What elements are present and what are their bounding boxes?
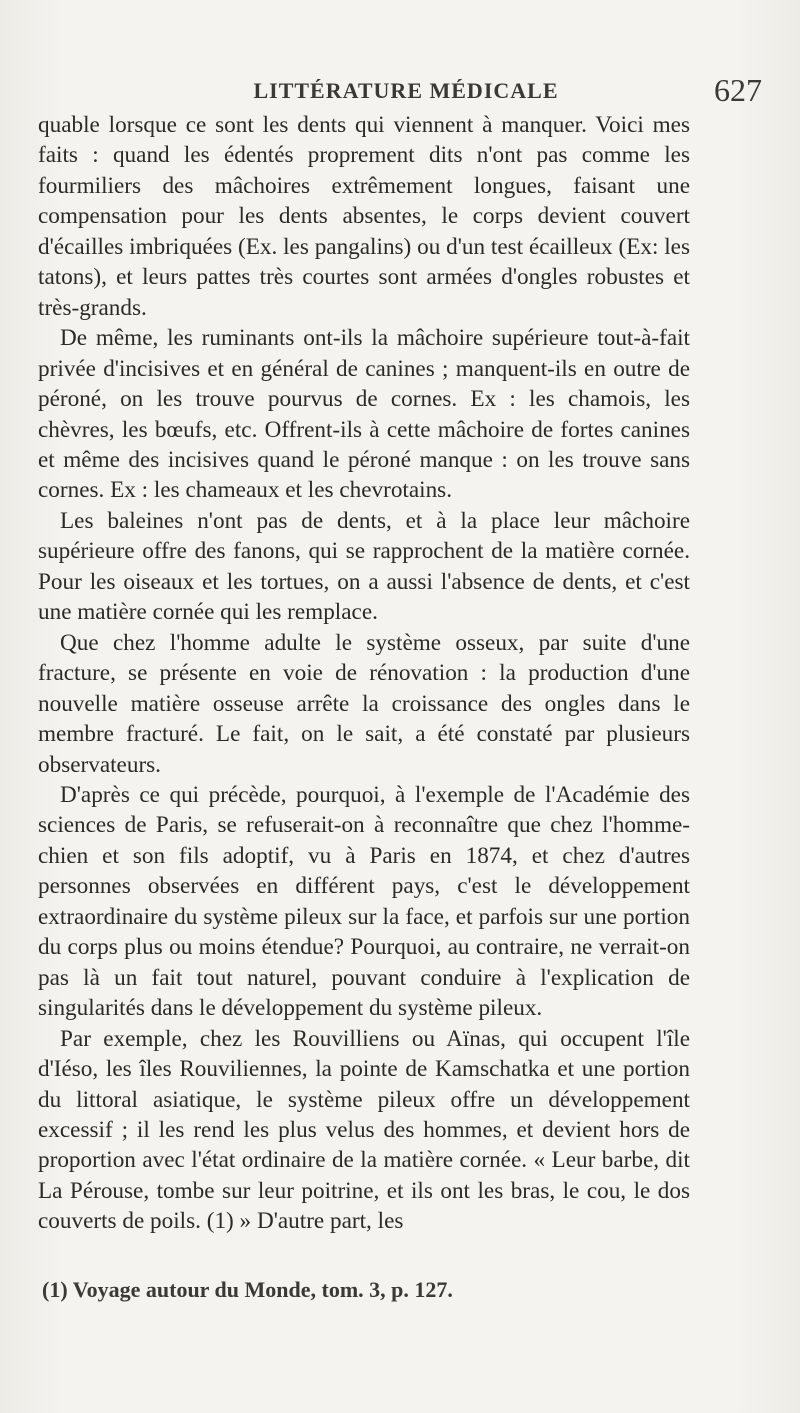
paragraph: Les baleines n'ont pas de dents, et à la place leur mâchoire supérieure offre des fanons, qui se rapprochent de la matière cornée. Pour les oiseaux et les tortues, on a aussi l'absence de dents, et c'est une matière cornée qui les remplace.: [38, 507, 690, 626]
paragraph: Que chez l'homme adulte le système osseux, par suite d'une fracture, se présente en voie de rénovation : la production d'une nouvelle matière osseuse arrête la croissance des ongles dans le membre fracturé. Le fait, on le sait, a été constaté par plusieurs observateurs.: [38, 629, 690, 778]
running-title: LITTÉRATURE MÉDICALE: [253, 78, 559, 103]
paragraph: D'après ce qui précède, pourquoi, à l'exemple de l'Académie des sciences de Paris, se refuserait-on à reconnaître que chez l'homme-chien et son fils adoptif, vu à Paris en 1874, et chez d'autres personnes observées en différent pays, c'est le développement extraordinaire du système pileux sur la face, et parfois sur une portion du corps plus ou moins étendue? Pourquoi, au contraire, ne verrait-on pas là un fait tout naturel, pouvant conduire à l'explication de singularités dans le développement du système pileux.: [38, 781, 690, 1022]
paragraph: quable lorsque ce sont les dents qui viennent à manquer. Voici mes faits : quand les édentés proprement dits n'ont pas comme les fourmiliers des mâchoires extrêmement longues, faisant une compensation pour les dents absentes, le corps devient couvert d'écailles imbriquées (Ex. les pangalins) ou d'un test écailleux (Ex: les tatons), et leurs pattes très courtes sont armées d'ongles robustes et très-grands.: [38, 112, 690, 321]
page-number: 627: [714, 72, 762, 108]
paragraph: De même, les ruminants ont-ils la mâchoire supérieure tout-à-fait privée d'incisives et en général de canines ; manquent-ils en outre de péroné, on les trouve pourvus de cornes. Ex : les chamois, les chèvres, les bœufs, etc. Offrent-ils à cette mâchoire de fortes canines et même des incisives quand le péroné manque : on les trouve sans cornes. Ex : les chameaux et les chevrotains.: [38, 325, 690, 504]
paragraph: Par exemple, chez les Rouvilliens ou Aïnas, qui occupent l'île d'Iéso, les îles Rouviliennes, la pointe de Kamschatka et une portion du littoral asiatique, le système pileux offre un développement excessif ; il les rend les plus velus des hommes, et devient hors de proportion avec l'état ordinaire de la matière cornée. « Leur barbe, dit La Pérouse, tombe sur leur poitrine, et ils ont les bras, le cou, le dos couverts de poils. (1) » D'autre part, les: [38, 1025, 690, 1235]
footnote: (1) Voyage autour du Monde, tom. 3, p. 127.: [42, 1277, 453, 1302]
page-header: [40, 72, 772, 112]
body-text: [38, 110, 690, 1237]
